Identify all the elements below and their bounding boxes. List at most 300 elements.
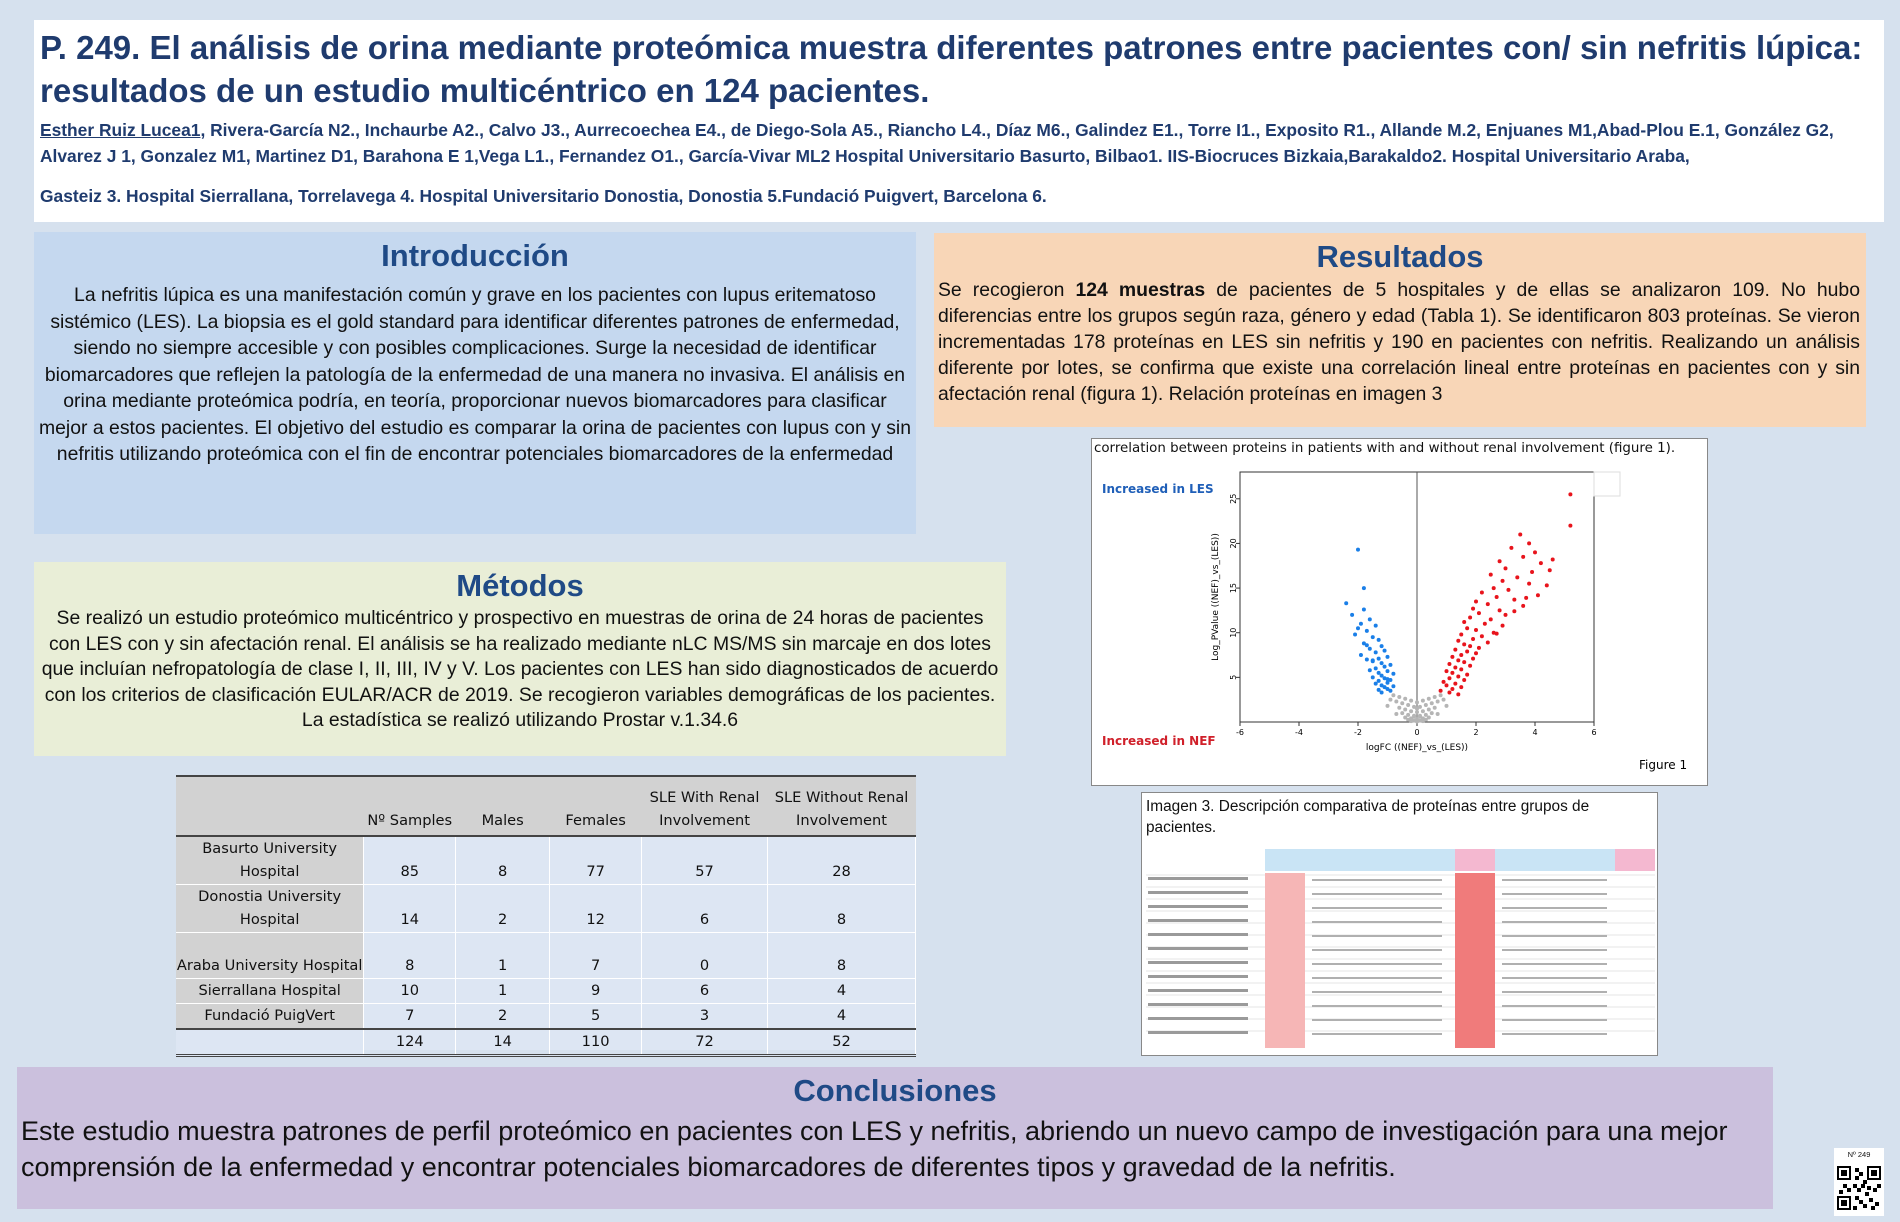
data-point: [1445, 669, 1449, 673]
data-point: [1377, 657, 1381, 661]
samples-cell: 8: [364, 933, 456, 979]
x-tick-label: -2: [1354, 728, 1362, 737]
data-point: [1462, 678, 1466, 682]
qr-module: [1869, 1198, 1873, 1202]
hospital-name: Araba University Hospital: [176, 957, 363, 974]
data-point: [1386, 704, 1390, 708]
data-point: [1430, 701, 1434, 705]
samples-cell: 10: [364, 979, 456, 1004]
data-point: [1450, 655, 1454, 659]
results-heading: Resultados: [1316, 239, 1484, 274]
data-point: [1359, 653, 1363, 657]
data-point: [1456, 674, 1460, 678]
qr-module: [1859, 1200, 1863, 1204]
data-point: [1489, 573, 1493, 577]
text-line: [1502, 893, 1607, 895]
text-line: [1502, 1005, 1607, 1007]
data-point: [1391, 693, 1395, 697]
qr-module: [1857, 1188, 1861, 1192]
data-point: [1380, 661, 1384, 665]
y-tick-label: 10: [1229, 627, 1238, 638]
data-point: [1433, 695, 1437, 699]
text-line: [1312, 907, 1442, 909]
x-axis-label: logFC ((NEF)_vs_(LES)): [1365, 743, 1469, 753]
data-point: [1344, 601, 1348, 605]
table-header: SLE Without Renal Involvement: [768, 776, 916, 836]
data-point: [1504, 613, 1508, 617]
data-point: [1421, 709, 1425, 713]
data-point: [1456, 639, 1460, 643]
protein-comparison-table: [1142, 843, 1659, 1055]
data-point: [1568, 492, 1572, 496]
figure-1: [1091, 438, 1708, 786]
data-point: [1400, 701, 1404, 705]
data-point: [1362, 586, 1366, 590]
data-point: [1465, 673, 1469, 677]
total-norenal: 52: [768, 1029, 916, 1056]
hospital-cell: Fundació PuigVert: [176, 1004, 364, 1030]
data-point: [1492, 586, 1496, 590]
data-point: [1377, 671, 1381, 675]
table-row: [176, 979, 916, 1004]
data-point: [1388, 698, 1392, 702]
table-header: Males: [456, 776, 550, 836]
data-point: [1365, 643, 1369, 647]
y-tick-label: 20: [1229, 538, 1238, 549]
data-point: [1450, 687, 1454, 691]
table-row: [176, 885, 916, 933]
data-point: [1456, 692, 1460, 696]
data-point: [1551, 558, 1555, 562]
data-point: [1374, 650, 1378, 654]
text-line: [1502, 949, 1607, 951]
data-point: [1386, 655, 1390, 659]
norenal-cell: 8: [768, 933, 916, 979]
conclusions-section: [17, 1067, 1773, 1209]
qr-module: [1855, 1196, 1859, 1200]
data-point: [1356, 626, 1360, 630]
table-row: [176, 836, 916, 885]
demographics-table: [176, 775, 916, 1050]
qr-module: [1875, 1202, 1879, 1206]
hospital-cell: [176, 836, 364, 885]
qr-module: [1863, 1180, 1867, 1184]
label-increased-nef: Increased in NEF: [1102, 734, 1216, 748]
samples-cell: 85: [364, 836, 456, 885]
data-point: [1445, 683, 1449, 687]
data-point: [1459, 685, 1463, 689]
qr-module: [1839, 1190, 1843, 1194]
y-tick-label: 15: [1229, 582, 1238, 594]
total-renal: 72: [642, 1029, 768, 1056]
males-cell: 2: [456, 885, 550, 933]
total-males: 14: [456, 1029, 550, 1056]
data-point: [1521, 604, 1525, 608]
data-point: [1527, 582, 1531, 586]
qr-module: [1855, 1168, 1859, 1172]
data-point: [1365, 658, 1369, 662]
x-tick-label: 2: [1473, 728, 1479, 737]
females-cell: 7: [550, 933, 642, 979]
qr-module: [1843, 1184, 1847, 1188]
table-row: [176, 1004, 916, 1030]
data-point: [1506, 588, 1510, 592]
females-cell: 12: [550, 885, 642, 933]
data-point: [1371, 675, 1375, 679]
figure-1-label: Figure 1: [1639, 758, 1688, 772]
results-text-pre: Se recogieron: [938, 279, 1076, 301]
results-section: [934, 233, 1866, 427]
norenal-cell: 4: [768, 979, 916, 1004]
methods-text: Se realizó un estudio proteómico multicéntrico y prospectivo en muestras de orina de 24 horas de pacientes con LES con y sin afectación renal. El análisis se ha realizado mediante nLC MS/MS sin marcaje en dos lotes que incluían nefropatología de clase I, II, III, IV y V. Los pacientes con LES han sido diagnosticados de acuerdo con los criterios de clasificación EULAR/ACR de 2019. Se recogieron variables demográficas de los pacientes. La estadística se realizó utilizando Prostar v.1.34.6: [41, 607, 999, 731]
norenal-cell: 8: [768, 885, 916, 933]
header-band: [1495, 849, 1615, 871]
data-point: [1456, 658, 1460, 662]
text-line: [1502, 879, 1607, 881]
data-point: [1524, 596, 1528, 600]
text-line: [1312, 949, 1442, 951]
data-point: [1501, 624, 1505, 628]
data-point: [1397, 695, 1401, 699]
data-point: [1527, 541, 1531, 545]
data-point: [1377, 638, 1381, 642]
data-point: [1371, 658, 1375, 662]
heat-column: [1265, 873, 1305, 1048]
data-point: [1359, 622, 1363, 626]
data-point: [1442, 698, 1446, 702]
data-point: [1356, 548, 1360, 552]
data-point: [1462, 620, 1466, 624]
data-point: [1447, 691, 1451, 695]
text-line: [1312, 963, 1442, 965]
qr-module: [1847, 1188, 1851, 1192]
y-tick-label: 5: [1229, 674, 1238, 680]
text-line: [1148, 961, 1248, 964]
qr-code[interactable]: [1834, 1148, 1884, 1216]
data-point: [1409, 719, 1413, 723]
data-point: [1445, 704, 1449, 708]
data-point: [1439, 689, 1443, 693]
text-line: [1312, 921, 1442, 923]
qr-module: [1877, 1184, 1881, 1188]
table-header: SLE With Renal Involvement: [642, 776, 768, 836]
hospital-name-line2: Hospital: [239, 911, 300, 928]
qr-module: [1865, 1192, 1869, 1196]
x-tick-label: -6: [1236, 728, 1244, 737]
y-axis-label: Log_PValue ((NEF)_vs_(LES)): [1211, 533, 1221, 661]
text-line: [1312, 1019, 1442, 1021]
data-point: [1415, 720, 1419, 724]
text-line: [1148, 947, 1248, 950]
data-point: [1447, 662, 1451, 666]
image-3: [1141, 792, 1658, 1056]
data-point: [1430, 711, 1434, 715]
data-point: [1450, 671, 1454, 675]
table-total-row: [176, 1029, 916, 1056]
qr-code-icon: [1837, 1166, 1881, 1210]
x-tick-label: 4: [1532, 728, 1538, 737]
results-text: [934, 277, 1866, 407]
renal-cell: 6: [642, 979, 768, 1004]
text-line: [1312, 1033, 1442, 1035]
data-point: [1365, 629, 1369, 633]
text-line: [1502, 935, 1607, 937]
males-cell: 8: [456, 836, 550, 885]
heat-column: [1455, 873, 1495, 1048]
data-point: [1388, 689, 1392, 693]
data-point: [1412, 715, 1416, 719]
data-point: [1568, 524, 1572, 528]
data-point: [1548, 568, 1552, 572]
data-point: [1468, 664, 1472, 668]
data-point: [1350, 613, 1354, 617]
data-point: [1471, 657, 1475, 661]
text-line: [1148, 1017, 1248, 1020]
males-cell: 1: [456, 933, 550, 979]
table-row: [176, 933, 916, 979]
volcano-plot: [1092, 439, 1709, 787]
introduction-section: [34, 232, 916, 534]
data-point: [1418, 715, 1422, 719]
data-point: [1403, 708, 1407, 712]
text-line: [1502, 991, 1607, 993]
data-point: [1380, 691, 1384, 695]
data-point: [1386, 677, 1390, 681]
data-point: [1421, 699, 1425, 703]
renal-cell: 57: [642, 836, 768, 885]
data-point: [1468, 616, 1472, 620]
text-line: [1148, 1003, 1248, 1006]
data-point: [1518, 533, 1522, 537]
data-point: [1474, 651, 1478, 655]
data-point: [1439, 693, 1443, 697]
data-point: [1462, 642, 1466, 646]
data-point: [1465, 649, 1469, 653]
data-point: [1436, 712, 1440, 716]
data-point: [1362, 608, 1366, 612]
norenal-cell: 4: [768, 1004, 916, 1030]
text-line: [1148, 933, 1248, 936]
samples-cell: 14: [364, 885, 456, 933]
qr-finder: [1841, 1170, 1847, 1176]
data-point: [1394, 712, 1398, 716]
qr-module: [1853, 1206, 1857, 1210]
data-point: [1386, 681, 1390, 685]
data-point: [1415, 707, 1419, 711]
data-point: [1397, 706, 1401, 710]
y-tick-label: 25: [1229, 493, 1238, 504]
data-point: [1471, 607, 1475, 611]
qr-module: [1871, 1206, 1875, 1210]
data-point: [1489, 617, 1493, 621]
data-point: [1442, 680, 1446, 684]
data-point: [1483, 622, 1487, 626]
text-line: [1148, 905, 1248, 908]
poster-header: [34, 20, 1884, 222]
data-point: [1391, 684, 1395, 688]
data-point: [1459, 653, 1463, 657]
data-point: [1465, 626, 1469, 630]
data-point: [1486, 602, 1490, 606]
text-line: [1148, 891, 1248, 894]
text-line: [1312, 935, 1442, 937]
data-point: [1545, 583, 1549, 587]
data-point: [1462, 660, 1466, 664]
text-line: [1502, 963, 1607, 965]
introduction-text: La nefritis lúpica es una manifestación común y grave en los pacientes con lupus eritematoso sistémico (LES). La biopsia es el gold standard para identificar diferentes patrones de enfermedad, siendo no siempre accesible y con posibles complicaciones. Surge la necesidad de identificar biomarcadores que reflejen la patología de la enfermedad de una manera no invasiva. El análisis en orina mediante proteómica podría, en teoría, proporcionar nuevos biomarcadores para clasificar mejor a estos pacientes. El objetivo del estudio es comparar la orina de pacientes con lupus con y sin nefritis utilizando proteómica con el fin de encontrar potenciales biomarcadores de la enfermedad: [39, 284, 911, 465]
data-point: [1474, 599, 1478, 603]
data-point: [1380, 674, 1384, 678]
females-cell: 77: [550, 836, 642, 885]
data-point: [1447, 676, 1451, 680]
data-point: [1453, 666, 1457, 670]
data-point: [1468, 644, 1472, 648]
data-point: [1436, 699, 1440, 703]
methods-section: [34, 562, 1006, 756]
norenal-cell: 28: [768, 836, 916, 885]
figure-1-caption: correlation between proteins in patients with and without renal involvement (figure 1).: [1094, 441, 1676, 456]
data-point: [1415, 700, 1419, 704]
data-point: [1371, 635, 1375, 639]
data-point: [1388, 663, 1392, 667]
males-cell: 1: [456, 979, 550, 1004]
data-point: [1459, 667, 1463, 671]
total-females: 110: [550, 1029, 642, 1056]
females-cell: 5: [550, 1004, 642, 1030]
data-point: [1530, 570, 1534, 574]
header-band: [1265, 849, 1455, 871]
data-point: [1498, 608, 1502, 612]
text-line: [1502, 1019, 1607, 1021]
data-point: [1539, 561, 1543, 565]
data-point: [1353, 633, 1357, 637]
hospital-cell: Sierrallana Hospital: [176, 979, 364, 1004]
males-cell: 2: [456, 1004, 550, 1030]
conclusions-text: Este estudio muestra patrones de perfil proteómico en pacientes con LES y nefritis, abriendo un nuevo campo de investigación para una mejor comprensión de la enfermedad y encontrar potenciales biomarcadores de diferentes tipos y gravedad de la nefritis.: [21, 1116, 1728, 1182]
legend-box: [1594, 472, 1620, 496]
qr-module: [1861, 1184, 1865, 1188]
data-point: [1415, 710, 1419, 714]
data-point: [1427, 708, 1431, 712]
data-point: [1459, 633, 1463, 637]
data-point: [1424, 713, 1428, 717]
qr-label: Nº 249: [1847, 1150, 1871, 1159]
data-point: [1377, 688, 1381, 692]
conclusions-heading: Conclusiones: [793, 1073, 997, 1108]
data-point: [1403, 697, 1407, 701]
hospital-cell: [176, 933, 364, 979]
author-list: [40, 117, 1878, 169]
qr-module: [1863, 1204, 1867, 1208]
data-point: [1368, 617, 1372, 621]
text-line: [1148, 1031, 1248, 1034]
x-tick-label: 0: [1414, 728, 1420, 737]
data-point: [1374, 624, 1378, 628]
co-authors: , Rivera-García N2., Inchaurbe A2., Calvo J3., Aurrecoechea E4., de Diego-Sola A5., Riancho L4., Díaz M6., Galindez E1., Torre I1., Exposito R1., Allande M.2, Enjuanes M1,Abad-Plou E.1, González G2, Alvarez J 1, Gonzalez M1, Martinez D1, Barahona E 1,Vega L1., Fernandez O1., García-Vivar ML2 Hospital Universitario Basurto, Bilbao1. IIS-Biocruces Bizkaia,Barakaldo2. Hospital Universitario Araba,: [40, 120, 1834, 166]
image-3-title: Imagen 3. Descripción comparativa de proteínas entre grupos de pacientes.: [1146, 798, 1590, 836]
data-point: [1374, 682, 1378, 686]
data-point: [1421, 719, 1425, 723]
data-point: [1477, 611, 1481, 615]
hospital-name-line1: Donostia University: [198, 888, 342, 905]
poster-title: P. 249. El análisis de orina mediante proteómica muestra diferentes patrones entre pacientes con/ sin nefritis lúpica: resultados de un estudio multicéntrico en 124 pacientes.: [40, 29, 1863, 109]
data-point: [1433, 706, 1437, 710]
data-point: [1495, 595, 1499, 599]
renal-cell: 6: [642, 885, 768, 933]
females-cell: 9: [550, 979, 642, 1004]
table-header: Nº Samples: [364, 776, 456, 836]
x-tick-label: 6: [1591, 728, 1597, 737]
text-line: [1312, 1005, 1442, 1007]
data-point: [1471, 637, 1475, 641]
results-text-post: de pacientes de 5 hospitales y de ellas se analizaron 109. No hubo diferencias entre los grupos según raza, género y edad (Tabla 1). Se identificaron 803 proteínas. Se vieron incrementadas 178 proteínas en LES sin nefritis y 190 en pacientes con nefritis. Realizando un análisis diferente por lotes, se confirma que existe una correlación lineal entre proteínas en pacientes con y sin afectación renal (figura 1). Relación proteínas en imagen 3: [938, 279, 1861, 405]
data-point: [1427, 697, 1431, 701]
data-point: [1480, 634, 1484, 638]
data-point: [1380, 644, 1384, 648]
data-point: [1377, 679, 1381, 683]
data-point: [1477, 646, 1481, 650]
data-point: [1486, 641, 1490, 645]
data-point: [1386, 669, 1390, 673]
data-point: [1533, 550, 1537, 554]
table-header: [176, 776, 364, 836]
hospital-name-line1: Basurto University: [202, 840, 337, 857]
introduction-heading: Introducción: [381, 238, 569, 273]
text-line: [1502, 907, 1607, 909]
text-line: [1312, 977, 1442, 979]
data-point: [1409, 699, 1413, 703]
data-point: [1391, 672, 1395, 676]
data-point: [1409, 709, 1413, 713]
renal-cell: 3: [642, 1004, 768, 1030]
header-band: [1615, 849, 1655, 871]
text-line: [1148, 877, 1248, 880]
text-line: [1148, 975, 1248, 978]
data-point: [1453, 682, 1457, 686]
methods-heading: Métodos: [456, 568, 584, 603]
renal-cell: 0: [642, 933, 768, 979]
total-label-cell: [176, 1029, 364, 1056]
data-point: [1368, 647, 1372, 651]
data-point: [1394, 699, 1398, 703]
data-point: [1368, 668, 1372, 672]
data-point: [1509, 546, 1513, 550]
data-point: [1400, 711, 1404, 715]
data-point: [1383, 649, 1387, 653]
data-point: [1515, 575, 1519, 579]
text-line: [1502, 921, 1607, 923]
data-point: [1474, 628, 1478, 632]
text-line: [1312, 893, 1442, 895]
text-line: [1312, 879, 1442, 881]
label-increased-les: Increased in LES: [1102, 482, 1214, 496]
data-point: [1406, 703, 1410, 707]
text-line: [1148, 989, 1248, 992]
data-point: [1536, 593, 1540, 597]
data-point: [1521, 555, 1525, 559]
results-text-bold: 124 muestras: [1075, 279, 1206, 301]
qr-module: [1867, 1186, 1871, 1190]
data-point: [1480, 591, 1484, 595]
qr-finder: [1841, 1200, 1847, 1206]
table-header: Females: [550, 776, 642, 836]
hospital-name-line2: Hospital: [239, 863, 300, 880]
data-point: [1504, 566, 1508, 570]
qr-module: [1855, 1176, 1859, 1180]
text-line: [1148, 919, 1248, 922]
text-line: [1502, 1033, 1607, 1035]
hospital-cell: [176, 885, 364, 933]
